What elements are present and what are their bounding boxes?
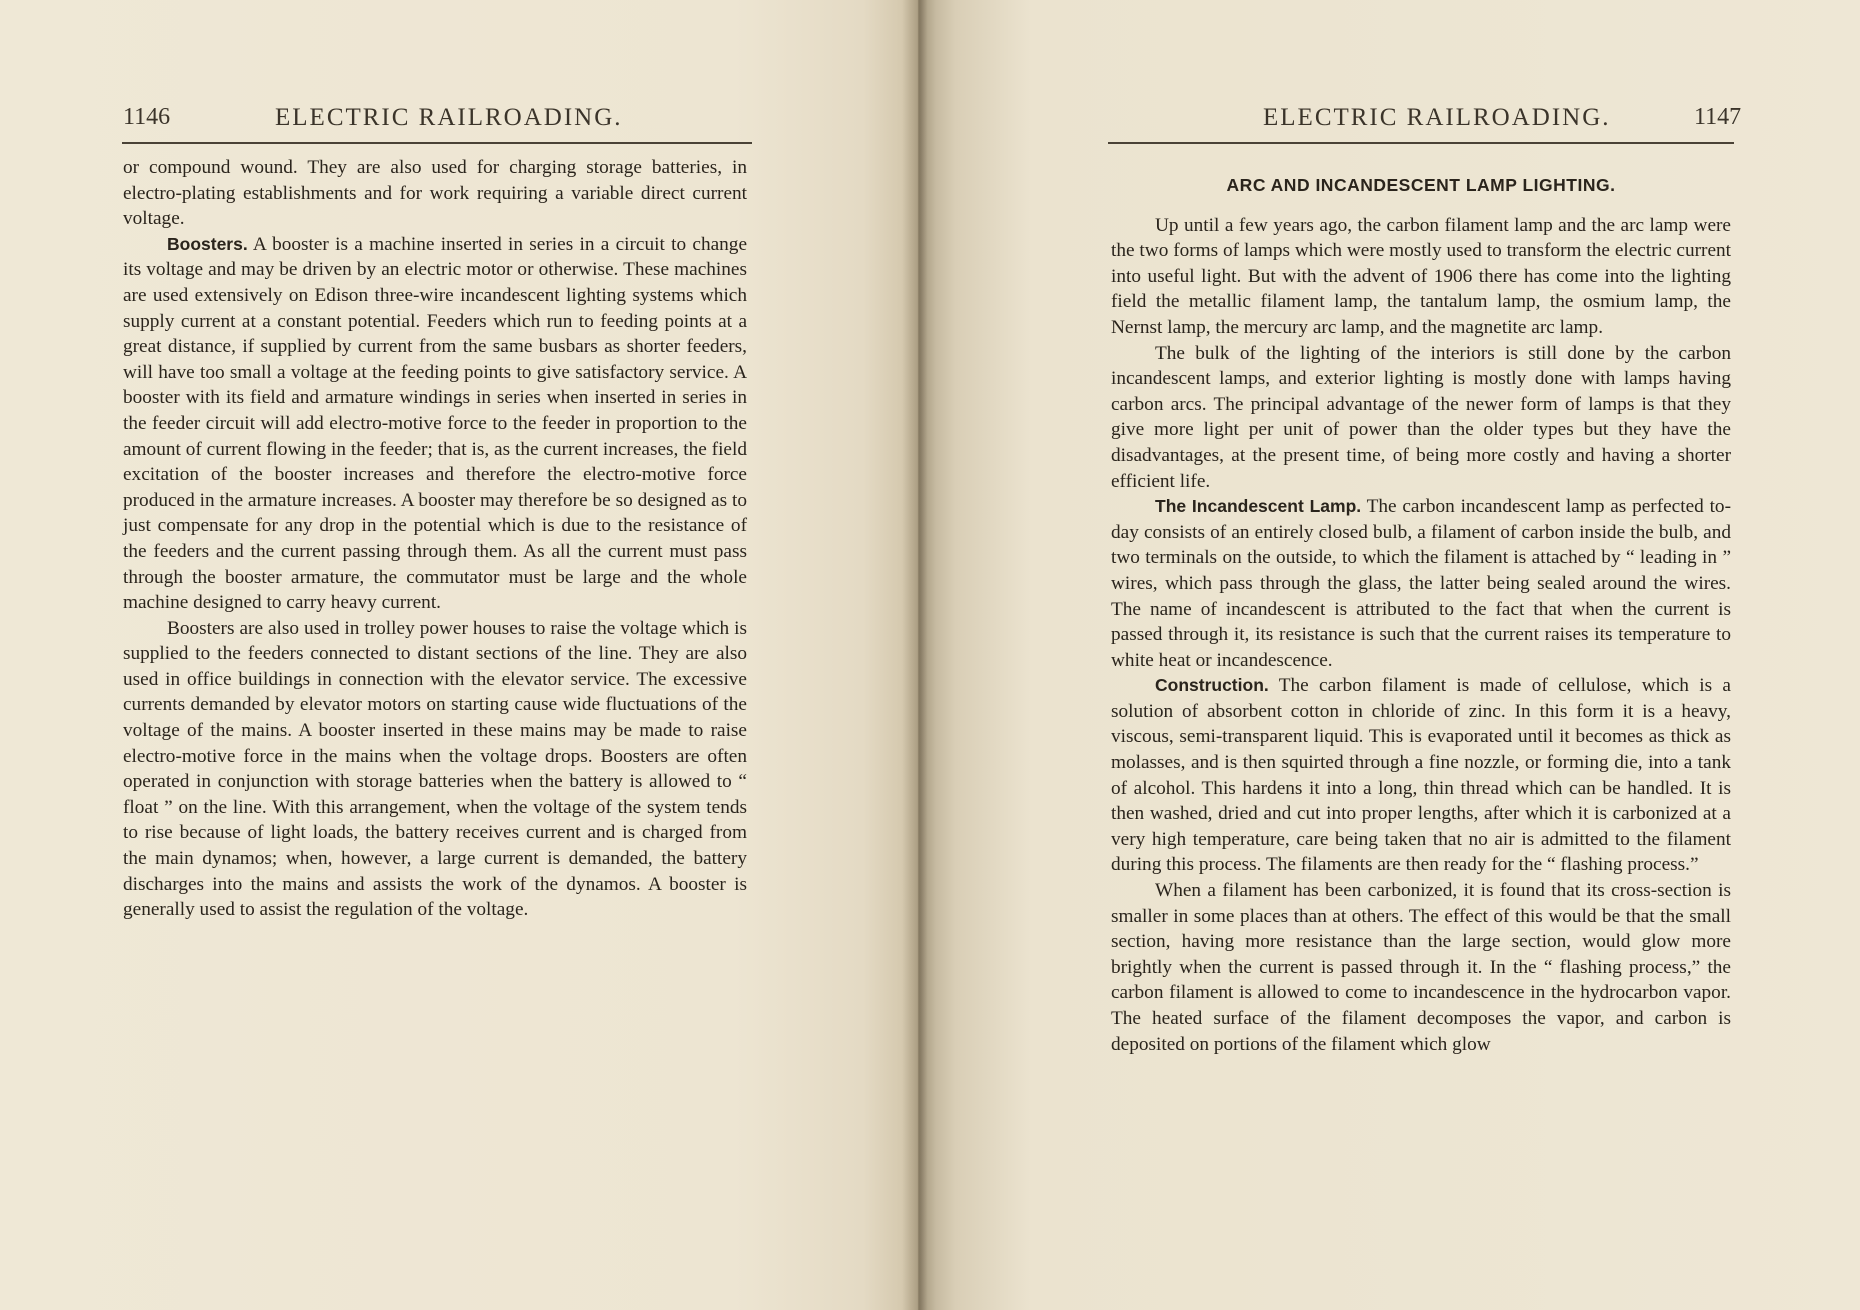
right-paragraph-3 [1111,494,1731,673]
right-paragraph-5-text: When a filament has been carbonized, it is found that its cross-section is smaller in some places than at others. The effect of this would be that the small section, having more resistance than the large section, would glow more brightly when the current is passed through it. In the “ flashing process,” the carbon filament is allowed to come to incandescence in the hydrocarbon vapor. The heated surface of the filament decomposes the vapor, and carbon is deposited on portions of the filament which glow [1111,880,1731,1055]
right-running-head: ELECTRIC RAILROADING. [1263,104,1611,131]
left-paragraph-2 [123,232,747,616]
right-paragraph-1-text: Up until a few years ago, the carbon filament lamp and the arc lamp were the two forms of lamps which were mostly used to transform the electric current into useful light. But with the advent of 1906 there has come into the lighting field the metallic filament lamp, the tantalum lamp, the osmium lamp, the Nernst lamp, the mercury arc lamp, and the magnetite arc lamp. [1111,214,1731,338]
right-page [918,0,1860,1310]
right-body-text [1111,155,1731,1057]
left-paragraph-1-text: or compound wound. They are also used for charging storage batteries, in electro-plating establishments and for work requiring a variable direct current voltage. [123,157,747,230]
left-page-number: 1146 [123,104,171,130]
right-paragraph-2-text: The bulk of the lighting of the interiors is still done by the carbon incandescent lamps, and exterior lighting is mostly done with lamps having carbon arcs. The principal advantage of the newer form of lamps is that they give more light per unit of power than the older types but they have the disadvantages, at the present time, of being more costly and having a shorter efficient life. [1111,342,1731,492]
right-paragraph-2 [1111,341,1731,495]
left-body-text [123,155,747,923]
left-paragraph-1 [123,155,747,232]
left-paragraph-3-text: Boosters are also used in trolley power houses to raise the voltage which is supplied to the feeders connected to distant sections of the line. They are also used in office buildings in connection with the elevator service. The excessive currents demanded by elevator motors on starting cause wide fluctuations of the voltage of the mains. A booster inserted in these mains may be made to raise electro-motive force in the mains when the voltage drops. Boosters are often operated in conjunction with storage batteries when the battery is allowed to “ float ” on the line. With this arrangement, when the voltage of the system tends to rise because of light loads, the battery receives current and is charged from the main dynamos; when, however, a large current is demanded, the battery discharges into the mains and assists the work of the dynamos. A booster is generally used to assist the regulation of the voltage. [123,617,747,921]
right-page-number: 1147 [1694,104,1742,130]
right-paragraph-3-text: The carbon incandescent lamp as perfected to-day consists of an entirely closed bulb, a filament of carbon inside the bulb, and two terminals on the outside, to which the filament is attached by “ leading in ” wires, which pass through the glass, the latter being sealed around the wires. The name of incandescent is attributed to the fact that when the current is passed through it, its resistance is such that the current raises its temperature to white heat or incandescence. [1111,496,1731,671]
left-running-head: ELECTRIC RAILROADING. [275,104,623,131]
right-paragraph-1 [1111,213,1731,341]
left-paragraph-2-text: A booster is a machine inserted in series in a circuit to change its voltage and may be driven by an electric motor or otherwise. These machines are used extensively on Edison three-wire incandescent lighting systems which supply current at a constant potential. Feeders which run to feeding points at a great distance, if supplied by current from the same busbars as shorter feeders, will have too small a voltage at the feeding points to give satisfactory service. A booster with its field and armature windings in series when inserted in series in the feeder circuit will add electro-motive force to the feeder in proportion to the amount of current flowing in the feeder; that is, as the current increases, the field excitation of the booster increases and therefore the electro-motive force produced in the armature increases. A booster may therefore be so designed as to just compensate for any drop in the potential which is due to the resistance of the feeders and the current passing through them. As all the current must pass through the booster armature, the commutator must be large and the whole machine designed to carry heavy current. [123,233,747,614]
right-paragraph-4-lead: Construction. [1155,675,1269,696]
right-paragraph-5 [1111,878,1731,1057]
right-paragraph-4 [1111,673,1731,878]
right-paragraph-4-text: The carbon filament is made of cellulose, which is a solution of absorbent cotton in chloride of zinc. In this form it is a heavy, viscous, semi-transparent liquid. This is evaporated until it becomes as thick as molasses, and is then squirted through a fine nozzle, or forming die, into a tank of alcohol. This hardens it into a long, thin thread which can be handled. It is then washed, dried and cut into proper lengths, after which it is carbonized at a very high temperature, care being taken that no air is admitted to the filament during this process. The filaments are then ready for the “ flashing process.” [1111,675,1731,876]
left-page [0,0,918,1310]
left-paragraph-3 [123,616,747,923]
book-gutter [902,0,936,1310]
right-head-rule [1108,142,1734,144]
right-paragraph-3-lead: The Incandescent Lamp. [1155,496,1362,517]
section-heading: ARC AND INCANDESCENT LAMP LIGHTING. [1226,175,1616,195]
left-head-rule [122,142,752,144]
left-paragraph-2-lead: Boosters. [167,233,248,254]
